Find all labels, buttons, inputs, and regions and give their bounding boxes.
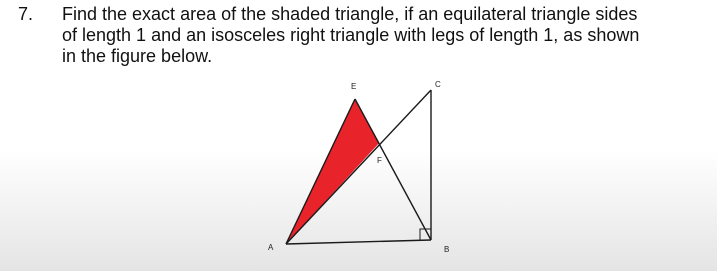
segment-eb (355, 99, 431, 240)
label-e: E (351, 82, 357, 91)
problem-number: 7. (18, 4, 34, 24)
label-c: C (435, 80, 441, 89)
problem-line-2: of length 1 and an isosceles right triangle with legs of length 1, as shown (62, 25, 640, 45)
problem-line-1: Find the exact area of the shaded triangle, if an equilateral triangle sides (62, 4, 638, 24)
label-b: B (444, 245, 450, 254)
label-a: A (268, 243, 274, 252)
label-f: F (377, 156, 382, 165)
geometry-figure (260, 74, 460, 264)
problem-line-3: in the figure below. (62, 46, 213, 66)
problem-statement (62, 4, 702, 67)
figure-svg (260, 74, 460, 264)
segment-ab (286, 240, 431, 244)
shaded-triangle (286, 99, 379, 244)
